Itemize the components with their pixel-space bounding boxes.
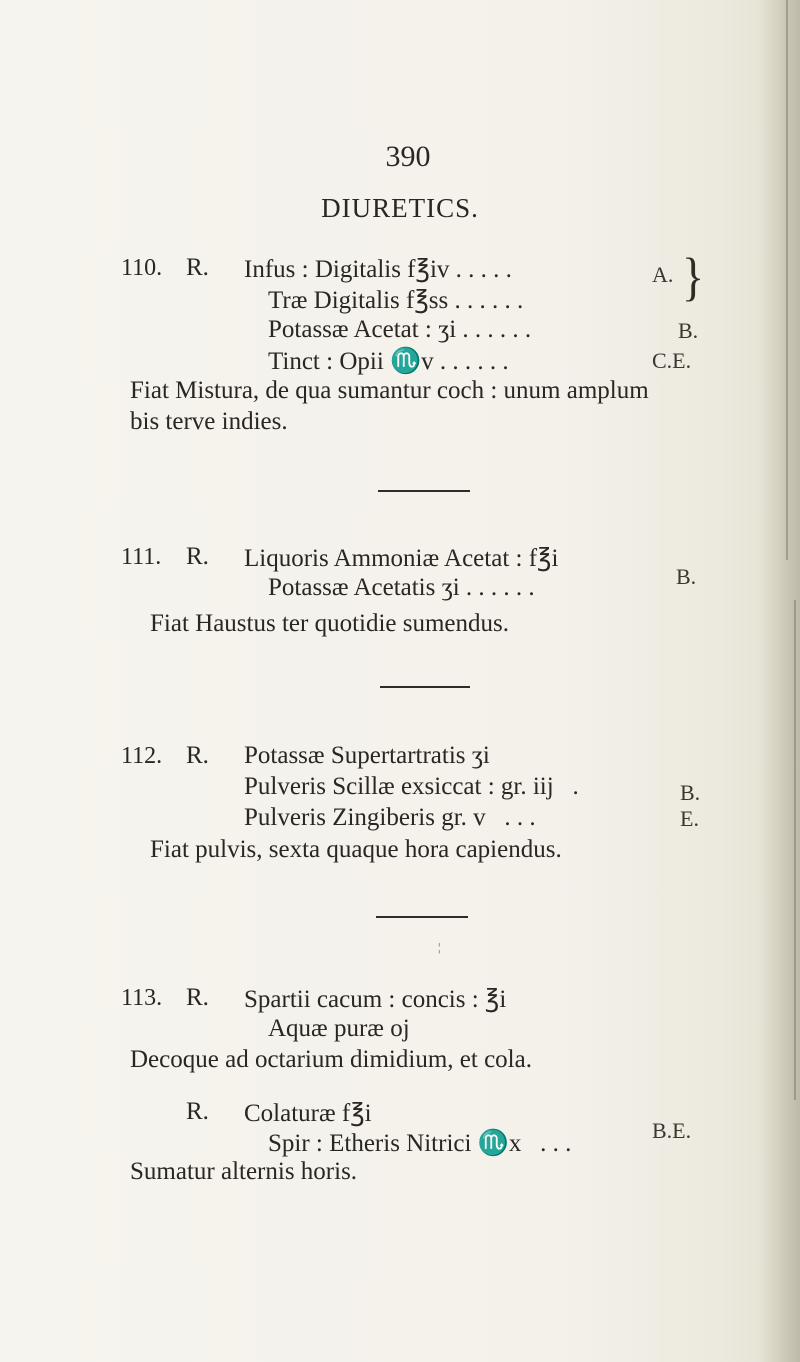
signature-initial: B. <box>676 564 697 589</box>
ingredient-line: Potassæ Supertartratis ʒi <box>244 742 490 769</box>
ingredient-line: Colaturæ f℥i <box>244 1100 372 1127</box>
directions-line: Fiat pulvis, sexta quaque hora capiendus. <box>150 836 562 863</box>
recipe-number: 110. <box>121 255 163 281</box>
signature-initial: A. <box>652 262 674 287</box>
page-heading: DIURETICS. <box>321 193 479 223</box>
ingredient-line: Tinct : Opii ♏v . . . . . . <box>268 348 509 375</box>
directions-line: Fiat Haustus ter quotidie sumendus. <box>150 610 509 637</box>
recipe-number: 112. <box>121 743 163 769</box>
ingredient-line: Infus : Digitalis f℥iv . . . . . <box>244 256 512 283</box>
curly-brace-icon: } <box>682 247 705 306</box>
ingredient-line: Spir : Etheris Nitrici ♏x . . . <box>268 1130 572 1157</box>
recipe-number: 113. <box>121 985 163 1011</box>
signature-initial: C.E. <box>652 348 692 373</box>
ingredient-line: Aquæ puræ oj <box>268 1015 410 1042</box>
directions-line: bis terve indies. <box>130 408 288 435</box>
ingredient-line: Potassæ Acetatis ʒi . . . . . . <box>268 574 535 601</box>
page-edge-line <box>794 600 796 1100</box>
signature-initial: E. <box>680 806 699 831</box>
recipe-rx: R. <box>186 984 209 1011</box>
recipe-number: 111. <box>121 544 162 570</box>
ink-speck: ¦ <box>438 940 441 954</box>
signature-initial: B.E. <box>652 1118 692 1143</box>
ingredient-line: Liquoris Ammoniæ Acetat : f℥i <box>244 545 559 572</box>
signature-initial: B. <box>680 780 701 805</box>
page-number: 390 <box>385 140 431 173</box>
section-divider <box>378 490 470 492</box>
recipe-rx: R. <box>186 1098 209 1125</box>
ingredient-line: Træ Digitalis f℥ss . . . . . . <box>268 287 524 314</box>
signature-initial: B. <box>678 318 699 343</box>
section-divider <box>380 686 470 688</box>
section-divider <box>376 916 468 918</box>
ingredient-line: Pulveris Scillæ exsiccat : gr. iij . <box>244 773 579 800</box>
recipe-rx: R. <box>186 742 209 769</box>
recipe-rx: R. <box>186 254 209 281</box>
directions-line: Sumatur alternis horis. <box>130 1158 358 1185</box>
page-edge-line <box>786 0 788 560</box>
directions-line: Decoque ad octarium dimidium, et cola. <box>130 1046 532 1073</box>
ingredient-line: Pulveris Zingiberis gr. v . . . <box>244 804 536 831</box>
ingredient-line: Potassæ Acetat : ʒi . . . . . . <box>268 316 532 343</box>
directions-line: Fiat Mistura, de qua sumantur coch : unum amplum <box>130 377 649 404</box>
ingredient-line: Spartii cacum : concis : ℥i <box>244 986 507 1013</box>
recipe-rx: R. <box>186 543 209 570</box>
